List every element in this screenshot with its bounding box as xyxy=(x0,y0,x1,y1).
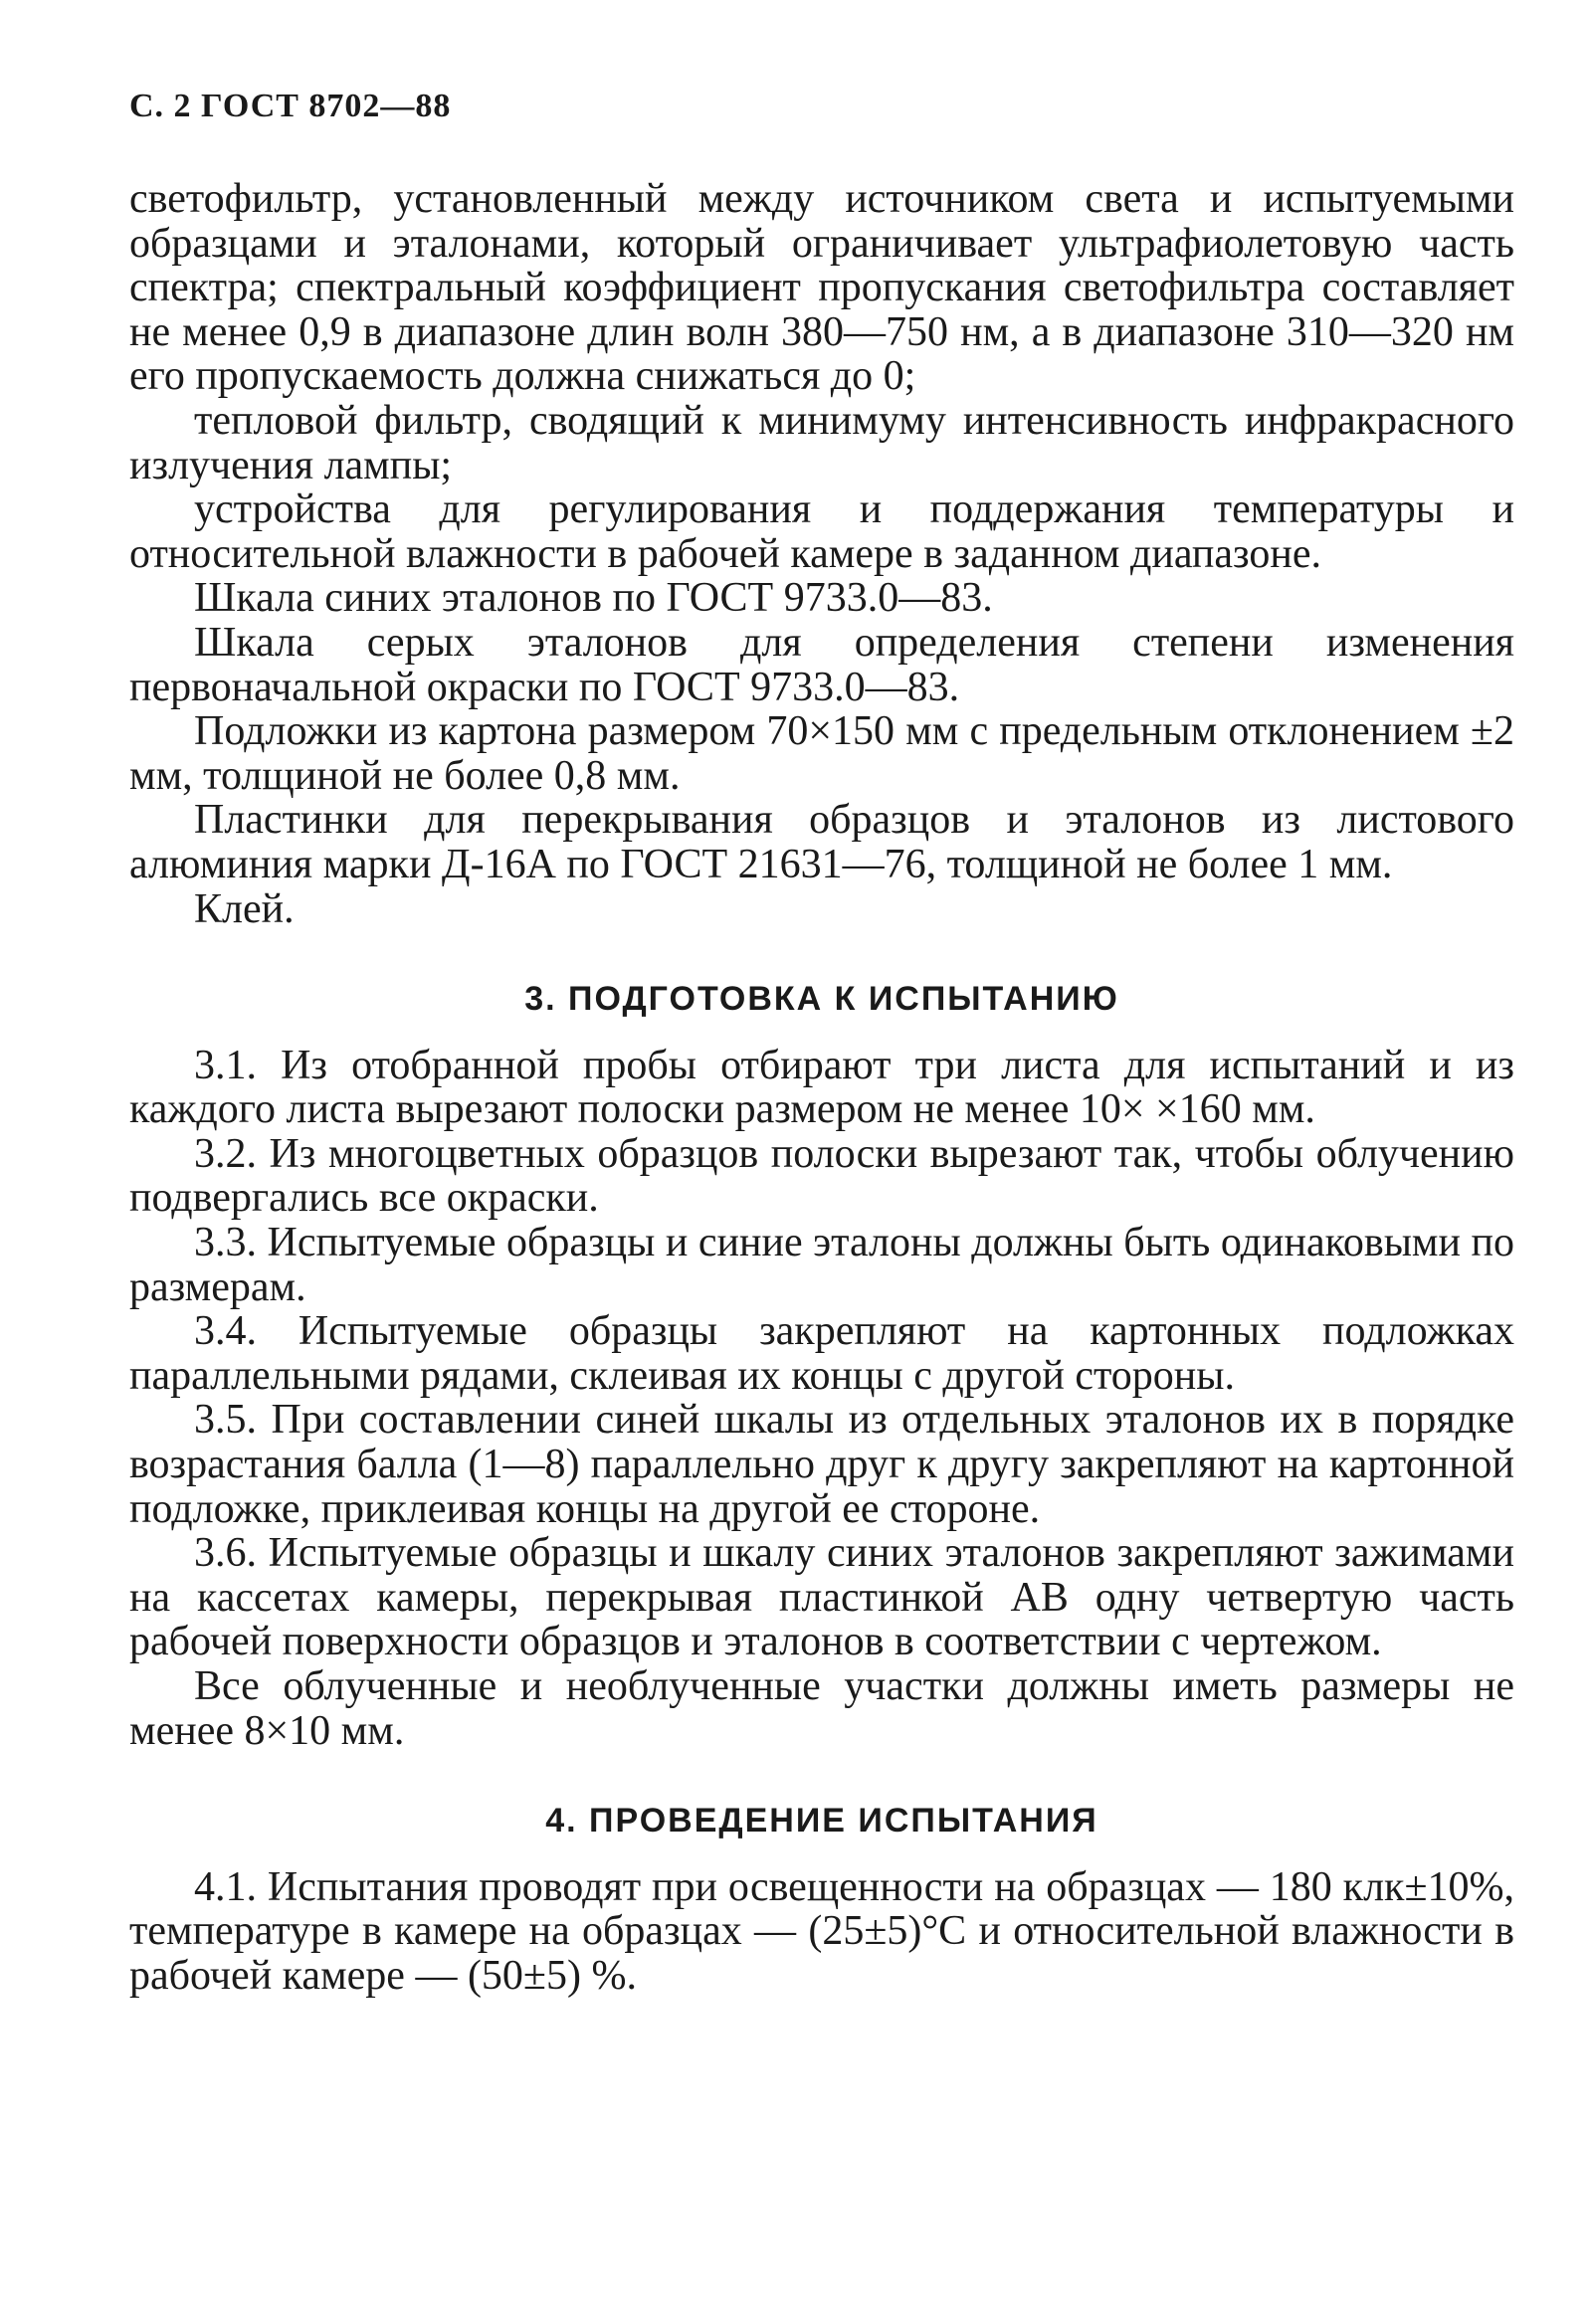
section-3-heading: 3. ПОДГОТОВКА К ИСПЫТАНИЮ xyxy=(524,980,1119,1019)
paragraph-regulating-devices: устройства для регулирования и поддержания температуры и относительной влажности в рабочей камере в заданном диапазоне. xyxy=(129,486,1514,577)
clause-3-2: 3.2. Из многоцветных образцов полоски вырезают так, чтобы облучению подвергались все окраски. xyxy=(129,1130,1514,1222)
section-4-heading: 4. ПРОВЕДЕНИЕ ИСПЫТАНИЯ xyxy=(545,1802,1098,1840)
clause-3-4: 3.4. Испытуемые образцы закрепляют на картонных подложках параллельными рядами, склеивая их концы с другой стороны. xyxy=(129,1308,1514,1399)
clause-3-1: 3.1. Из отобранной пробы отбирают три листа для испытаний и из каждого листа вырезают полоски размером не менее 10× ×160 мм. xyxy=(129,1042,1514,1133)
page-header: С. 2 ГОСТ 8702—88 xyxy=(129,88,452,124)
paragraph-light-filter: светофильтр, установленный между источником света и испытуемыми образцами и эталонами, который ограничивает ультрафиолетовую часть спектра; спектральный коэффициент пропускания светофильтра составляет не менее 0,9 в диапазоне длин волн 380—750 нм, а в диапазоне 310—320 нм его пропускаемость должна снижаться до 0; xyxy=(129,176,1514,400)
paragraph-blue-scale: Шкала синих эталонов по ГОСТ 9733.0—83. xyxy=(194,575,993,622)
clause-4-1: 4.1. Испытания проводят при освещенности на образцах — 180 клк±10%, температуре в камере на образцах — (25±5)°С и относительной влажности в рабочей камере — (50±5) %. xyxy=(129,1863,1514,1999)
paragraph-aluminium-plates: Пластинки для перекрывания образцов и эталонов из листового алюминия марки Д-16А по ГОСТ 21631—76, толщиной не более 1 мм. xyxy=(129,797,1514,887)
clause-3-5: 3.5. При составлении синей шкалы из отдельных эталонов их в порядке возрастания балла (1—8) параллельно друг к другу закрепляют на картонной подложке, приклеивая концы на другой ее стороне. xyxy=(129,1397,1514,1532)
paragraph-grey-scale: Шкала серых эталонов для определения степени изменения первоначальной окраски по ГОСТ 9733.0—83. xyxy=(129,619,1514,710)
clause-3-6-note: Все облученные и необлученные участки должны иметь размеры не менее 8×10 мм. xyxy=(129,1663,1514,1754)
document-body xyxy=(129,177,1514,1999)
clause-3-3: 3.3. Испытуемые образцы и синие эталоны должны быть одинаковыми по размерам. xyxy=(129,1220,1514,1310)
paragraph-glue: Клей. xyxy=(194,885,295,932)
paragraph-heat-filter: тепловой фильтр, сводящий к минимуму интенсивность инфракрасного излучения лампы; xyxy=(129,397,1514,488)
paragraph-cardboard-backings: Подложки из картона размером 70×150 мм с предельным отклонением ±2 мм, толщиной не более 0,8 мм. xyxy=(129,708,1514,799)
clause-3-6: 3.6. Испытуемые образцы и шкалу синих эталонов закрепляют зажимами на кассетах камеры, перекрывая пластинкой АВ одну четвертую часть рабочей поверхности образцов и эталонов в соответствии с чертежом. xyxy=(129,1530,1514,1665)
